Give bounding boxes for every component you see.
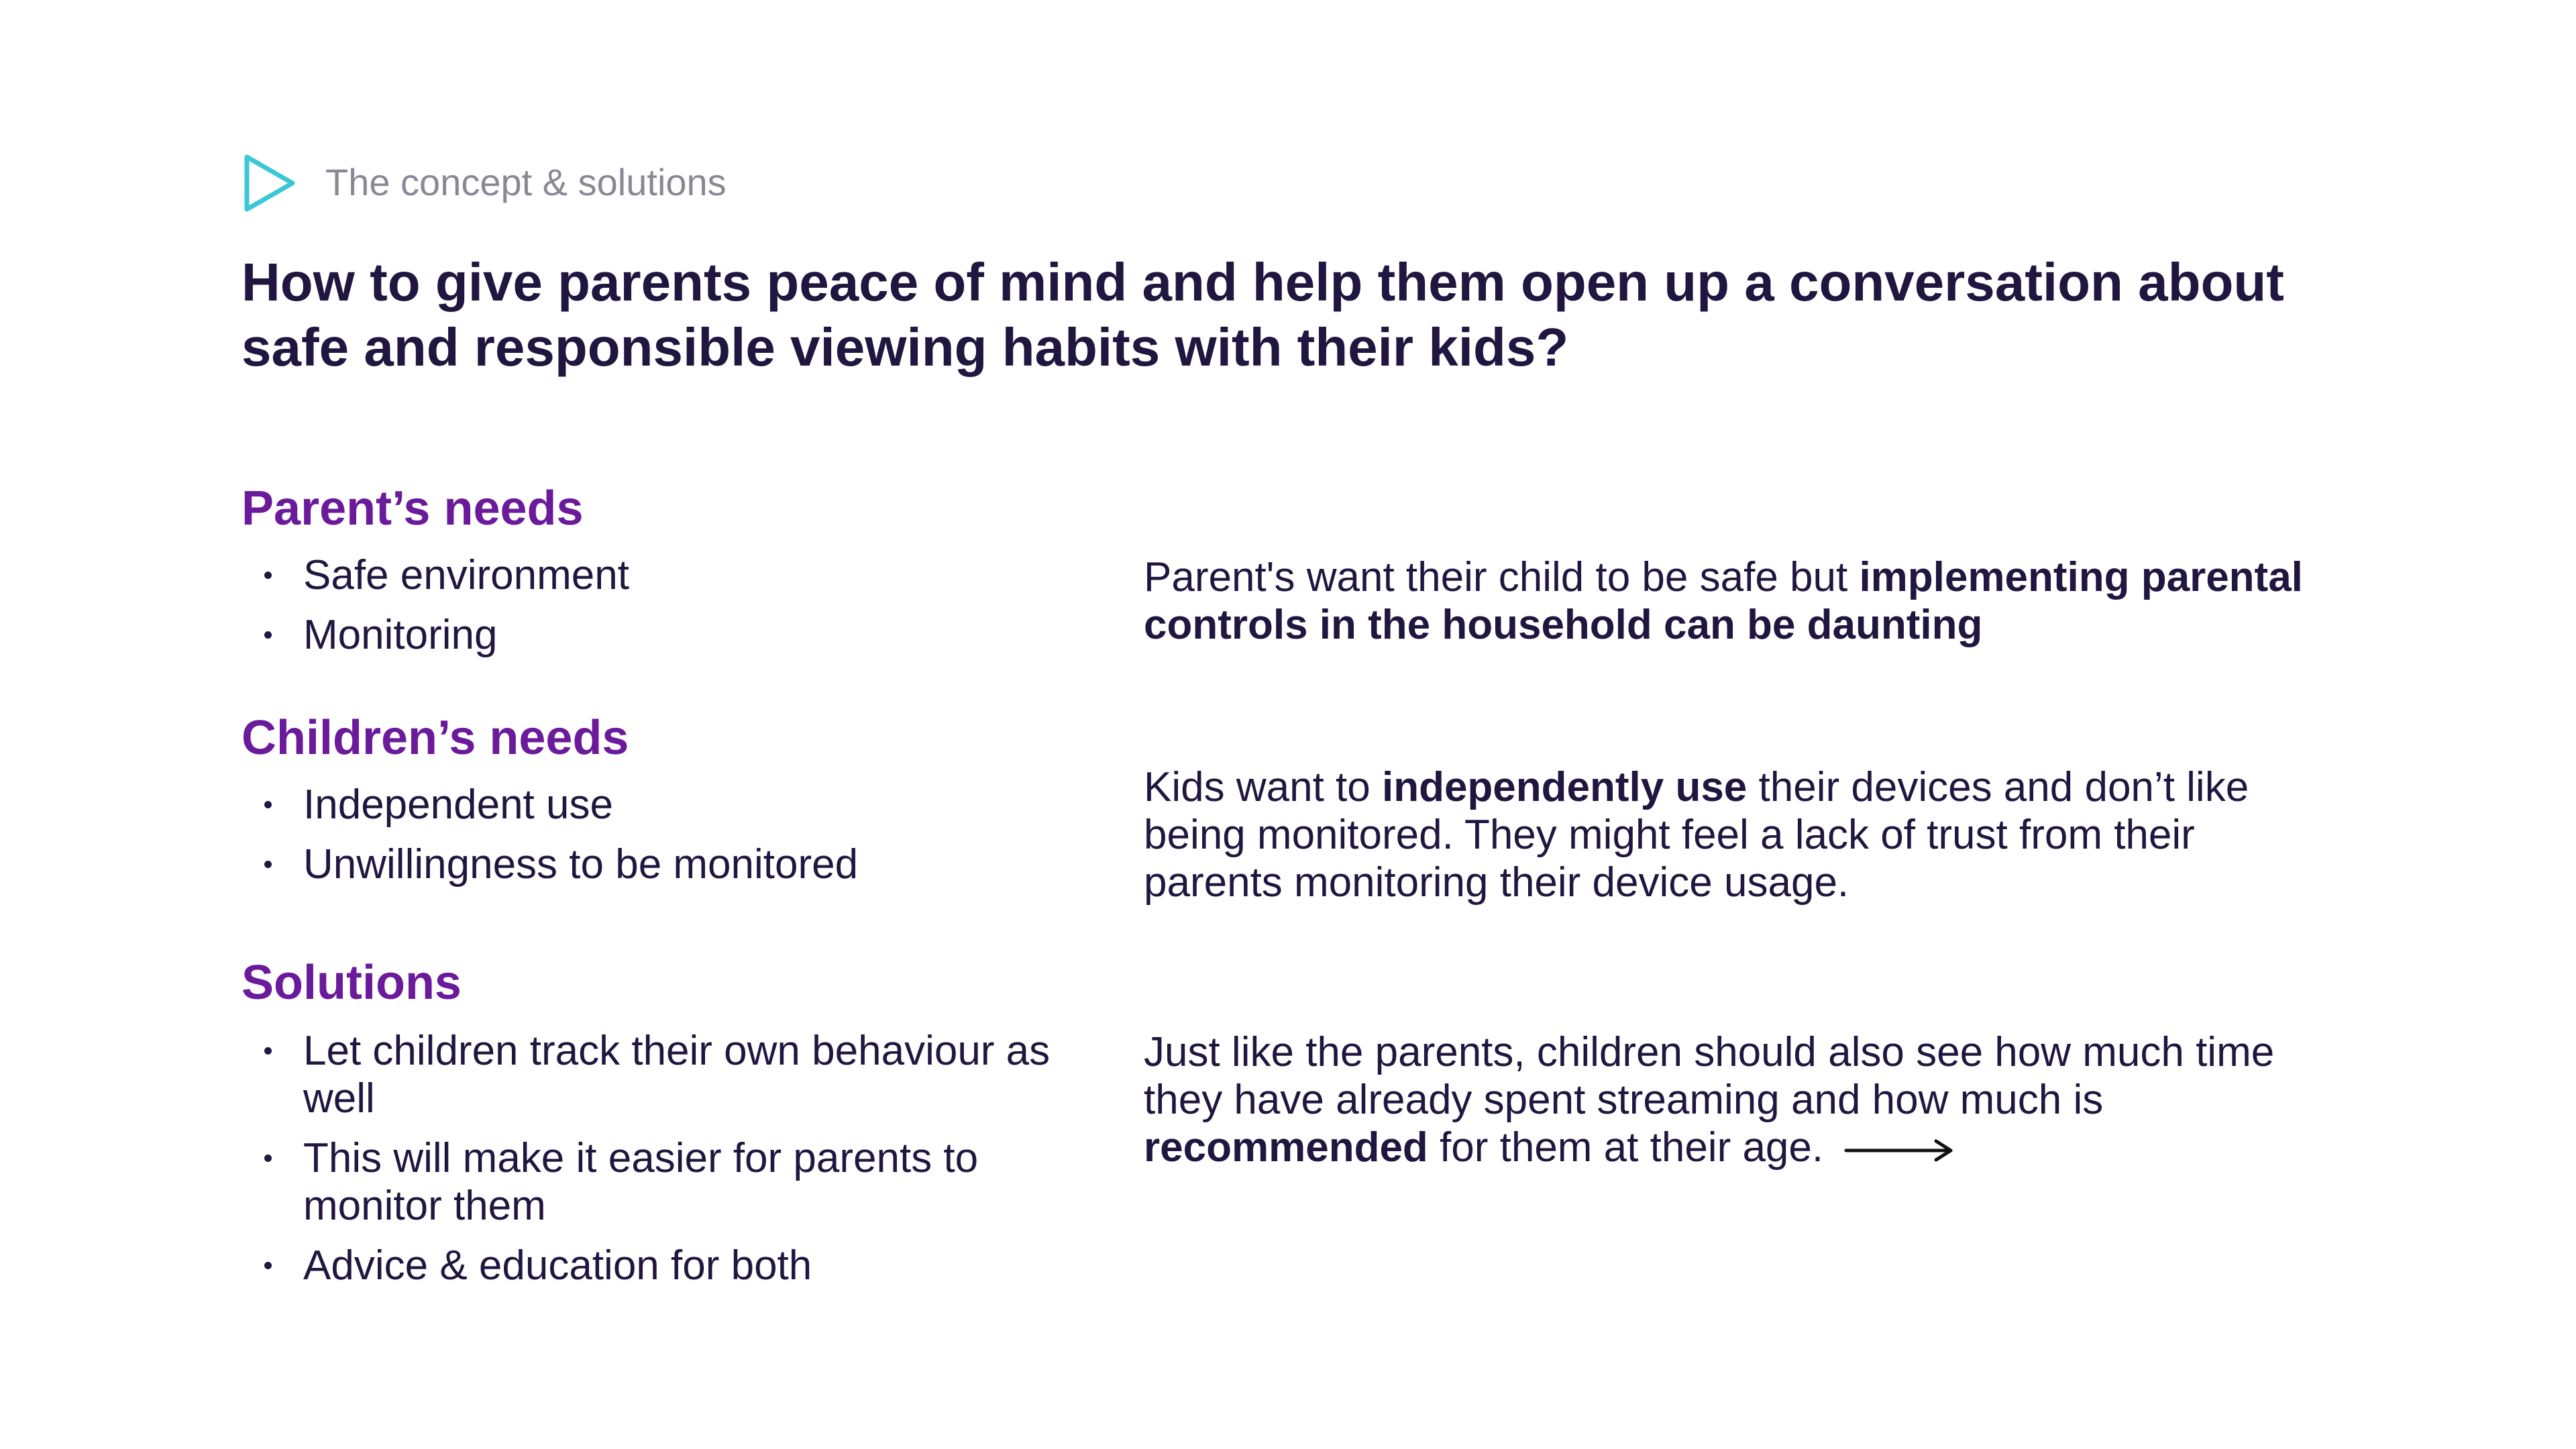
paragraph-kids: Kids want to independently use their devices and don’t like being monitored. They might feel a lack of trust from their parents monitoring their device usage. (1144, 764, 2249, 906)
list-item: Let children track their own behaviour as well (241, 1027, 1080, 1122)
list-item: Safe environment (241, 551, 1080, 599)
childrens-needs-list (241, 781, 1080, 900)
paragraph-solutions: Just like the parents, children should also see how much time they have already spent streaming and how much is recommended for them at their age. (1144, 1029, 2275, 1171)
bullet-icon (264, 861, 272, 868)
play-triangle-icon (241, 153, 298, 213)
bullet-icon (264, 801, 272, 808)
section-label: The concept & solutions (325, 161, 727, 203)
list-item: This will make it easier for parents to monitor them (241, 1134, 1080, 1230)
group-title-parents-needs: Parent’s needs (241, 482, 584, 535)
parents-needs-list (241, 551, 1080, 671)
bullet-icon (264, 631, 272, 639)
paragraph-parents: Parent's want their child to be safe but implementing parental controls in the household can be daunting (1144, 554, 2303, 648)
group-title-solutions: Solutions (241, 956, 462, 1010)
bullet-icon (264, 1262, 272, 1269)
bullet-icon (264, 1155, 272, 1162)
bullet-icon (264, 572, 272, 579)
list-item: Independent use (241, 781, 1080, 828)
solutions-list (241, 1027, 1080, 1301)
group-title-childrens-needs: Children’s needs (241, 711, 629, 765)
list-item: Monitoring (241, 611, 1080, 659)
bullet-icon (264, 1047, 272, 1055)
list-item: Unwillingness to be monitored (241, 841, 1080, 888)
arrow-right-icon (1843, 1137, 1957, 1164)
list-item: Advice & education for both (241, 1242, 1080, 1289)
page-title: How to give parents peace of mind and help them open up a conversation about safe and responsible viewing habits with their kids? (241, 252, 2284, 377)
